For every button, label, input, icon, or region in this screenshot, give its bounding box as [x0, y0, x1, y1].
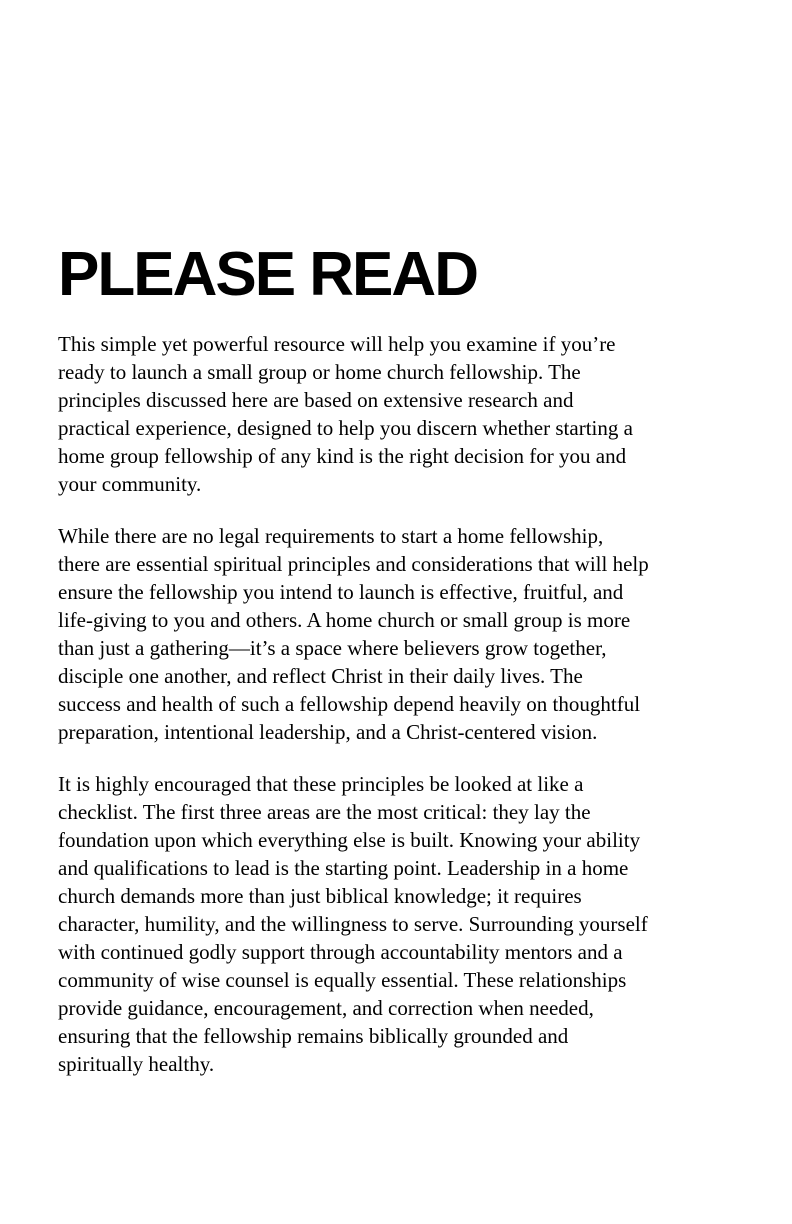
text-line: ensuring that the fellowship remains biblically grounded and: [58, 1024, 569, 1048]
text-line: preparation, intentional leadership, and a Christ-centered vision.: [58, 720, 598, 744]
text-line: and qualifications to lead is the starting point. Leadership in a home: [58, 856, 629, 880]
text-line: with continued godly support through accountability mentors and a: [58, 940, 623, 964]
text-line: foundation upon which everything else is built. Knowing your ability: [58, 828, 641, 852]
text-line: your community.: [58, 472, 202, 496]
text-line: spiritually healthy.: [58, 1052, 215, 1076]
text-line: ready to launch a small group or home church fellowship. The: [58, 360, 581, 384]
text-line: community of wise counsel is equally essential. These relationships: [58, 968, 627, 992]
text-line: there are essential spiritual principles and considerations that will help: [58, 552, 649, 576]
text-line: character, humility, and the willingness to serve. Surrounding yourself: [58, 912, 648, 936]
text-line: ensure the fellowship you intend to launch is effective, fruitful, and: [58, 580, 624, 604]
text-line: checklist. The first three areas are the most critical: they lay the: [58, 800, 591, 824]
paragraph-intro: [58, 330, 748, 498]
text-line: than just a gathering—it’s a space where believers grow together,: [58, 636, 607, 660]
text-line: provide guidance, encouragement, and correction when needed,: [58, 996, 594, 1020]
paragraph-checklist: [58, 770, 748, 1078]
text-line: success and health of such a fellowship depend heavily on thoughtful: [58, 692, 641, 716]
text-line: It is highly encouraged that these principles be looked at like a: [58, 772, 584, 796]
text-line: home group fellowship of any kind is the right decision for you and: [58, 444, 627, 468]
text-line: practical experience, designed to help you discern whether starting a: [58, 416, 633, 440]
page-title: PLEASE READ: [58, 240, 477, 309]
text-line: principles discussed here are based on extensive research and: [58, 388, 574, 412]
text-line: disciple one another, and reflect Christ in their daily lives. The: [58, 664, 583, 688]
document-page: [58, 238, 748, 1102]
document-body: [58, 330, 748, 1078]
paragraph-requirements: [58, 522, 748, 746]
text-line: While there are no legal requirements to start a home fellowship,: [58, 524, 604, 548]
text-line: life-giving to you and others. A home church or small group is more: [58, 608, 631, 632]
text-line: This simple yet powerful resource will help you examine if you’re: [58, 332, 616, 356]
text-line: church demands more than just biblical knowledge; it requires: [58, 884, 582, 908]
